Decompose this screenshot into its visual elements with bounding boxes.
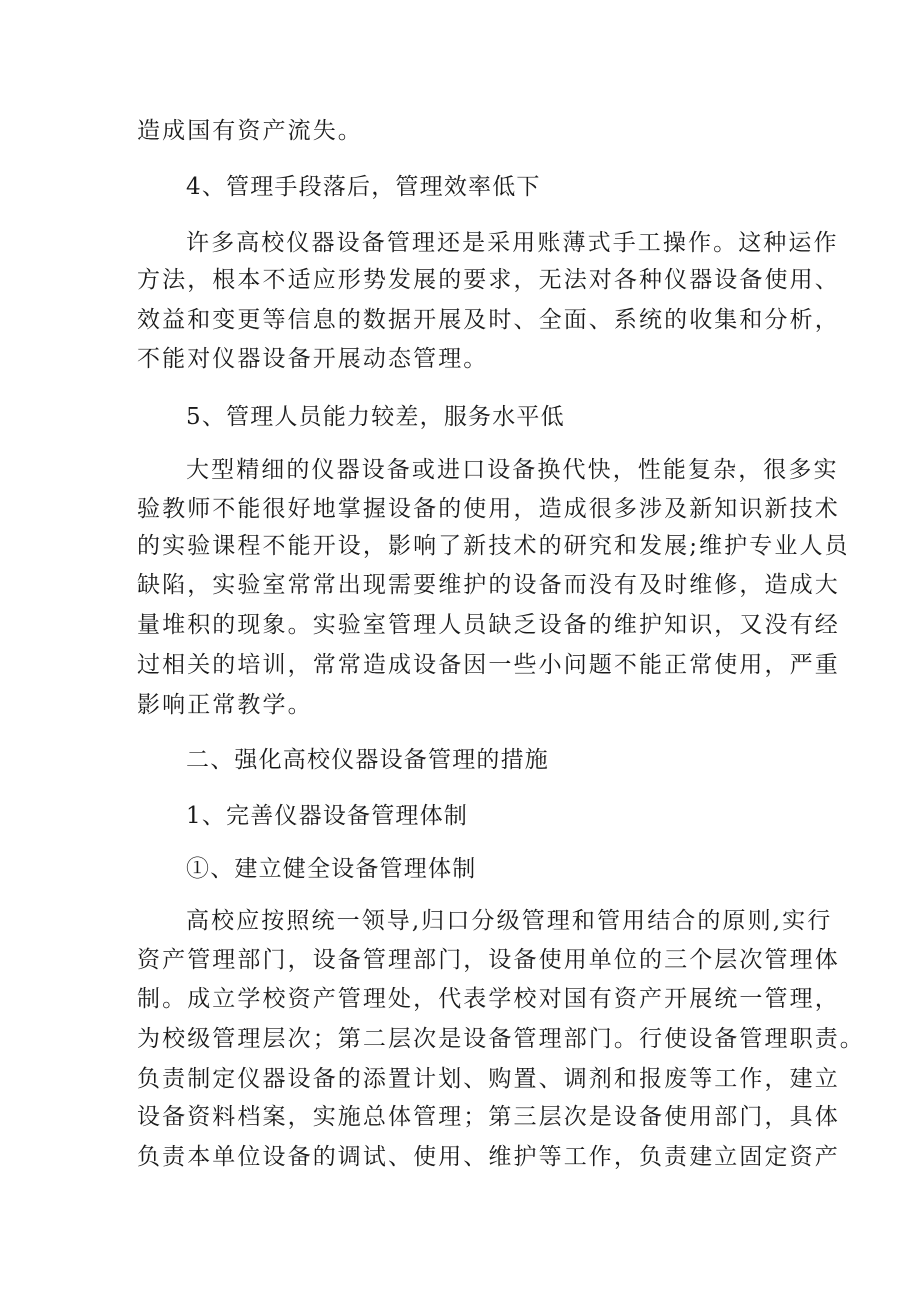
body-text-line: 负责本单位设备的调试、使用、维护等工作，负责建立固定资产 — [137, 1144, 840, 1170]
body-text-line: 为校级管理层次；第二层次是设备管理部门。行使设备管理职责。 — [137, 1026, 865, 1052]
paragraph-first-line: 高校应按照统一领导,归口分级管理和管用结合的原则,实行 — [186, 908, 833, 934]
body-text-line: 缺陷，实验室常常出现需要维护的设备而没有及时维修，造成大 — [137, 572, 840, 598]
body-text-line: 影响正常教学。 — [137, 692, 313, 718]
body-text-line: 负责制定仪器设备的添置计划、购置、调剂和报废等工作，建立 — [137, 1066, 840, 1092]
body-text-line: 设备资料档案，实施总体管理；第三层次是设备使用部门，具体 — [137, 1104, 840, 1130]
body-text-line: 资产管理部门，设备管理部门，设备使用单位的三个层次管理体 — [137, 947, 840, 973]
subsection-heading: 1、完善仪器设备管理体制 — [186, 803, 469, 829]
body-text-line: 造成国有资产流失。 — [137, 118, 363, 144]
section-heading: 5、管理人员能力较差，服务水平低 — [186, 404, 565, 430]
section-heading: 二、强化高校仪器设备管理的措施 — [186, 747, 549, 773]
body-text-line: 量堆积的现象。实验室管理人员缺乏设备的维护知识，又没有经 — [137, 612, 840, 638]
body-text-line: 方法，根本不适应形势发展的要求，无法对各种仪器设备使用、 — [137, 267, 840, 293]
body-text-line: 效益和变更等信息的数据开展及时、全面、系统的收集和分析， — [137, 307, 840, 333]
paragraph-first-line: 许多高校仪器设备管理还是采用账薄式手工操作。这种运作 — [186, 230, 839, 256]
body-text-line: 验教师不能很好地掌握设备的使用，造成很多涉及新知识新技术 — [137, 496, 840, 522]
section-heading: 4、管理手段落后，管理效率低下 — [186, 174, 541, 200]
subsection-heading: ①、建立健全设备管理体制 — [186, 856, 477, 882]
body-text-line: 的实验课程不能开设，影响了新技术的研究和发展;维护专业人员 — [137, 533, 850, 559]
body-text-line: 制。成立学校资产管理处，代表学校对国有资产开展统一管理， — [137, 986, 840, 1012]
paragraph-first-line: 大型精细的仪器设备或进口设备换代快，性能复杂，很多实 — [186, 457, 839, 483]
body-text-line: 不能对仪器设备开展动态管理。 — [137, 346, 489, 372]
body-text-line: 过相关的培训，常常造成设备因一些小问题不能正常使用，严重 — [137, 652, 840, 678]
